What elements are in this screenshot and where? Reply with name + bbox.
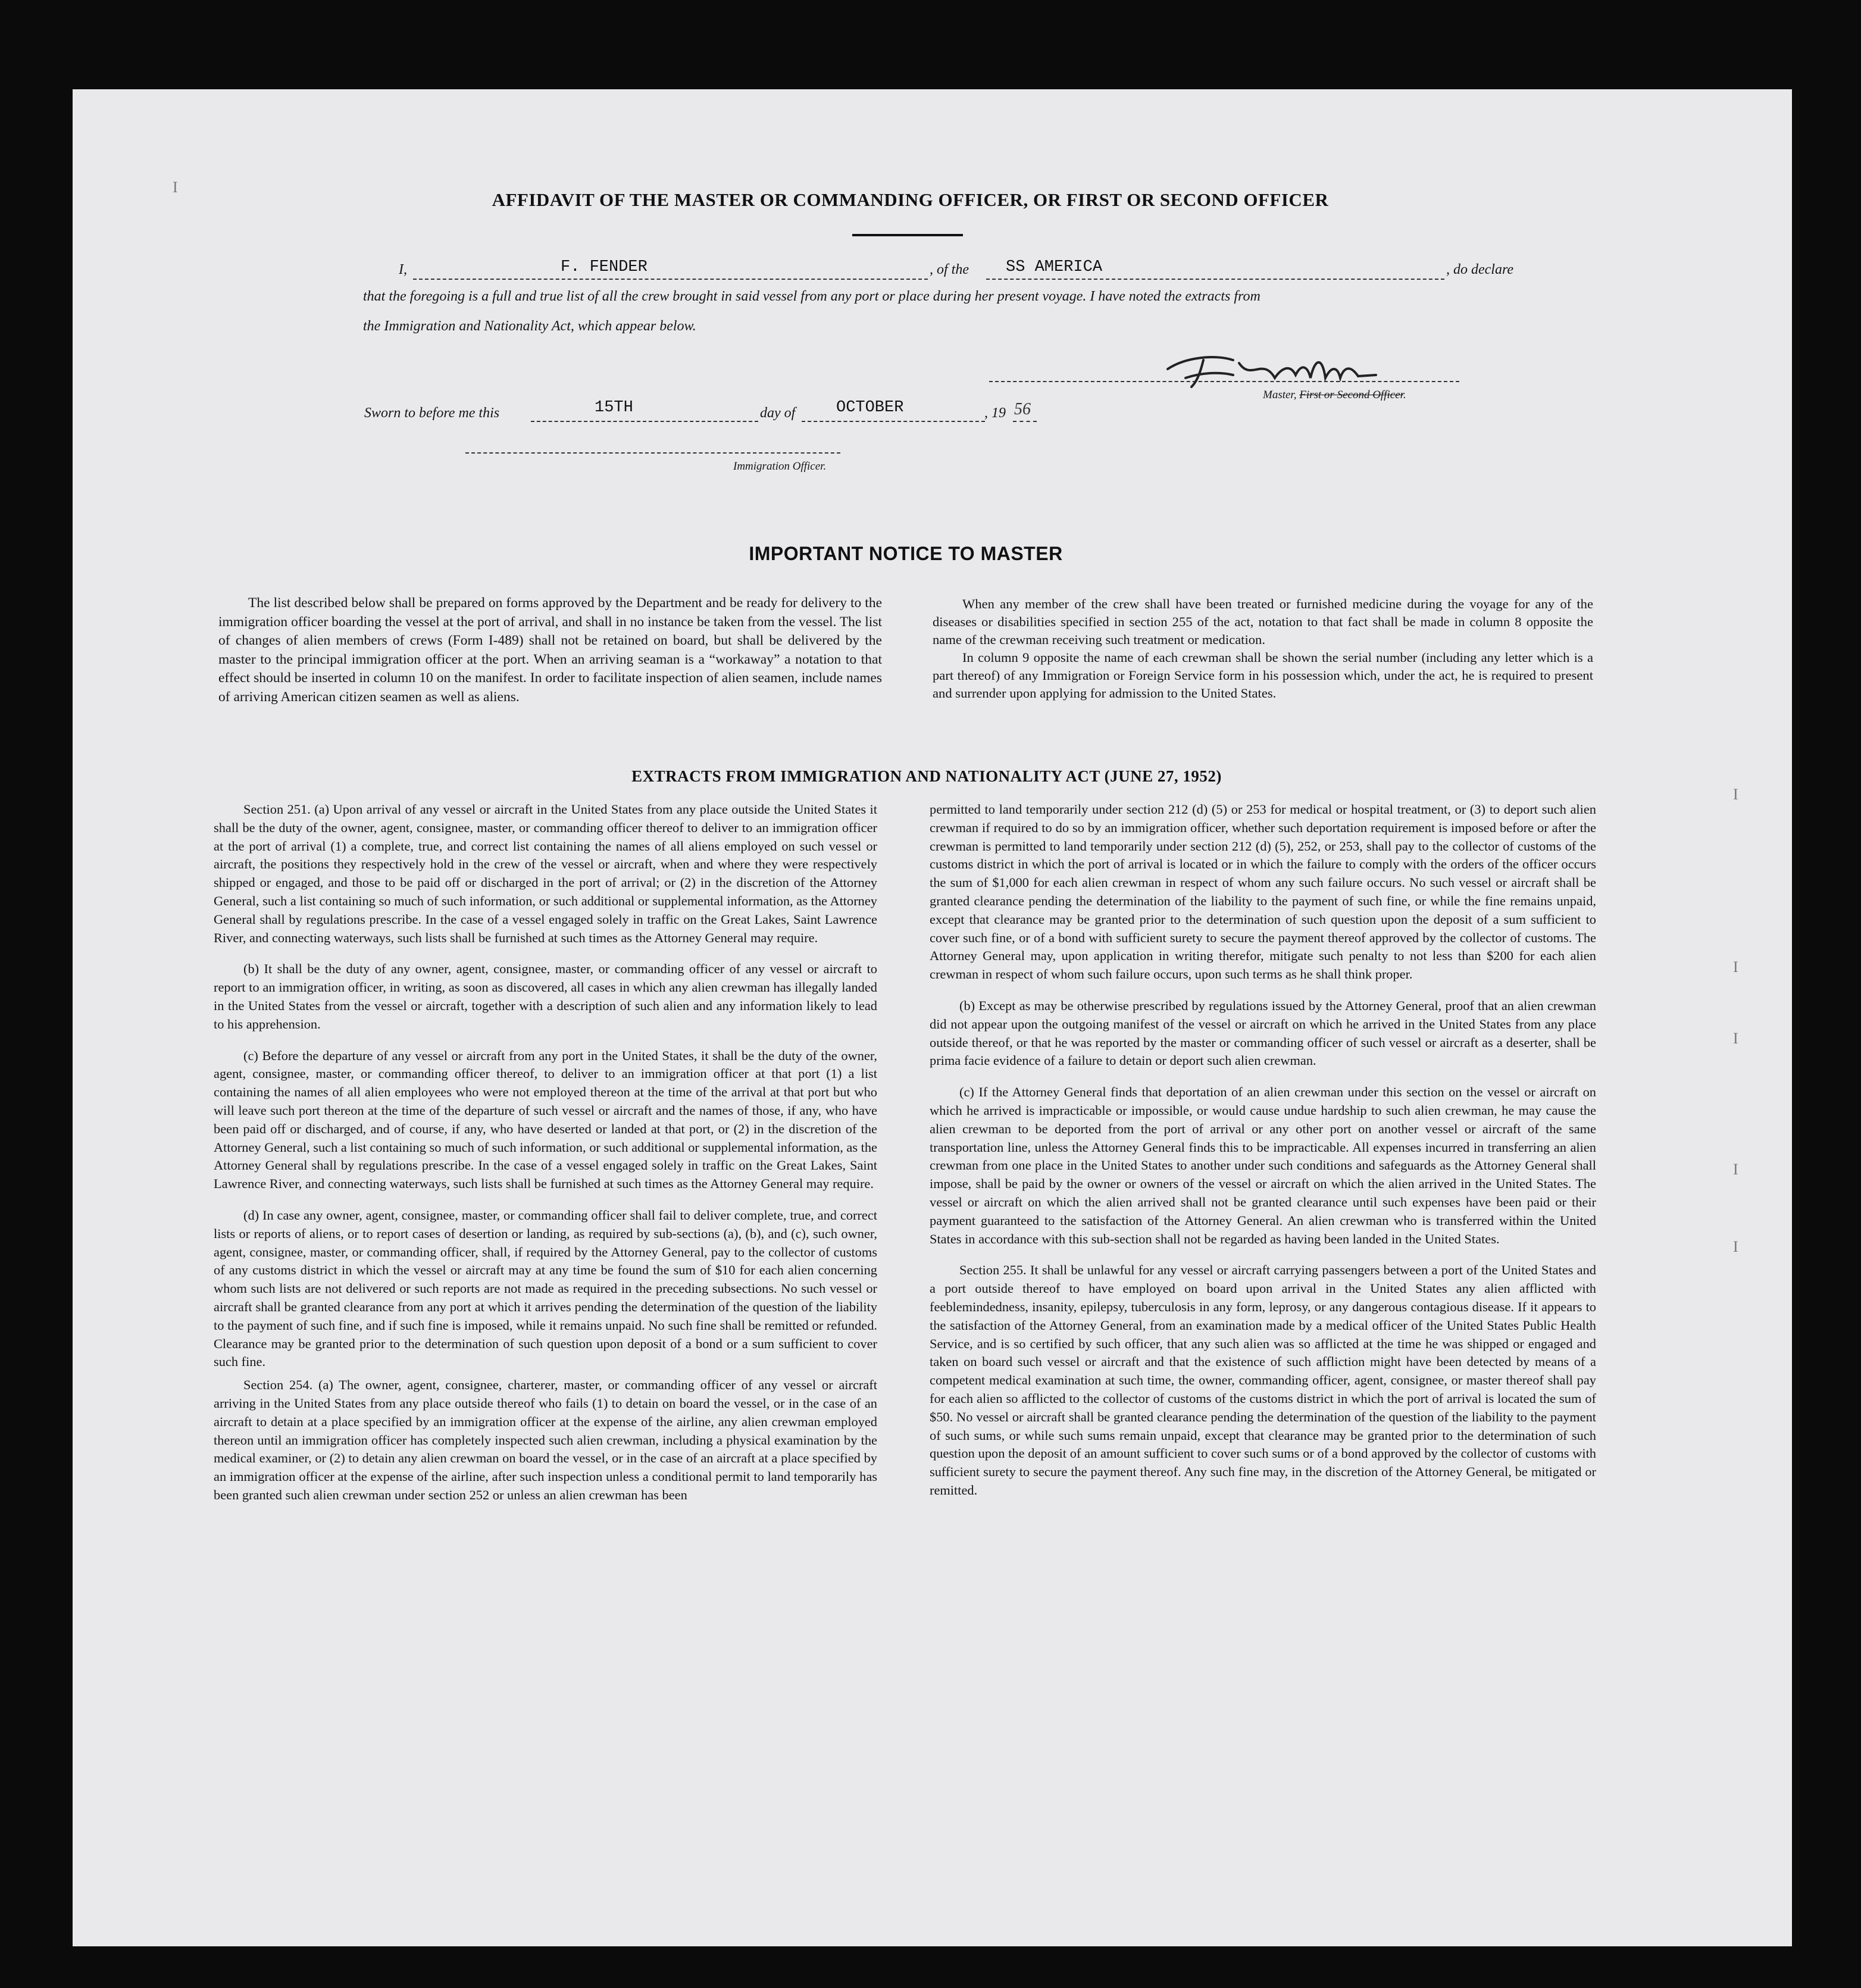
notice-left-column: [218, 594, 882, 707]
sworn-day: 15TH: [595, 399, 633, 417]
signature-caption-struck: First or Second Officer: [1299, 389, 1403, 401]
section-255: Section 255. It shall be unlawful for any vessel or aircraft carrying passengers between a port of the United States and a port outside thereof to have employed on board upon arrival in the United States any alien afflicted with feeblemindedness, insanity, epilepsy, tuberculosis in any form, leprosy, or any dangerous contagious disease. If it appears to the satisfaction of the Attorney General, from an examination made by a medical officer of the United States Public Health Service, and is so certified by such officer, that any such alien was so afflicted at the time he was shipped or engaged and taken on board such vessel or aircraft and that the existence of such affliction might have been detected by means of a competent medical examination at such time, the owner, commanding officer, agent, consignee, or master thereof shall pay for each alien so afflicted to the collector of customs of the customs district in which the port of arrival is located the sum of $50. No vessel or aircraft shall be granted clearance pending the determination of the question of the liability to the payment of such sums, or while such sums remain unpaid, except that clearance may be granted prior to the determination of such question upon the deposit of an amount sufficient to cover such sums or of a bond approved by the collector of customs with sufficient surety to secure the payment thereof. Any such fine may, in the discretion of the Attorney General, be mitigated or remitted.: [930, 1262, 1596, 1498]
sworn-label: Sworn to before me this: [364, 405, 500, 421]
margin-mark: I: [1733, 1161, 1738, 1178]
margin-mark: I: [1733, 1030, 1738, 1047]
signature-caption-master: Master,: [1263, 389, 1297, 401]
margin-mark: I: [1733, 958, 1738, 976]
section-251-c: (c) Before the departure of any vessel or aircraft from any port in the United States, it shall be the duty of the owner, agent, consignee, master, or commanding officer thereof, to deliver to an immigration officer at that port (1) a list containing the names of all alien employees who were not employed thereon at the time of the arrival at that port but who will leave such port thereon at the time of the departure of such vessel or aircraft and the names of those, if any, who have been paid off or discharged, and of course, if any, who have deserted or landed at that port, or (2) in the discretion of the Attorney General, such a list containing so much of such information, or such additional or supplemental information, as the Attorney General shall by regulations prescribe. In the case of a vessel engaged solely in traffic on the Great Lakes, Saint Lawrence River, and connecting waterways, such lists shall be furnished at such times as the Attorney General may require.: [214, 1048, 877, 1192]
margin-mark: I: [1733, 1238, 1738, 1255]
sworn-day-line: [531, 421, 758, 422]
extracts-left-column: [214, 801, 877, 1518]
notice-right-paragraph-2: In column 9 opposite the name of each crewman shall be shown the serial number (including any letter which is a part thereof) of any Immigration or Foreign Service form in his possession which, under the act, he is required to present and surrender upon applying for admission to the United States.: [933, 650, 1593, 701]
section-251-d: (d) In case any owner, agent, consignee, master, or commanding officer shall fail to deliver complete, true, and correct lists or reports of aliens, or to report cases of desertion or landing, as required by sub-sections (a), (b), and (c), such owner, agent, consignee, master, or commanding officer, shall, if required by the Attorney General, pay to the collector of customs of any customs district in which the vessel or aircraft may at any time be found the sum of $10 for each alien concerning whom such lists are not delivered or such reports are not made as required in the preceding subsections. No such vessel or aircraft shall be granted clearance from any port at which it arrives pending the determination of the question of the liability to the payment of such fine, and if such fine is imposed, while it remains unpaid. No such fine shall be remitted or refunded. Clearance may be granted prior to the determination of such question upon deposit of a bond or a sum sufficient to cover such fine.: [214, 1207, 877, 1370]
notice-title: IMPORTANT NOTICE TO MASTER: [749, 543, 1063, 564]
declaration-line-2: the Immigration and Nationality Act, which appear below.: [363, 318, 696, 334]
margin-mark: I: [1733, 786, 1738, 803]
section-251-b: (b) It shall be the duty of any owner, agent, consignee, master, or commanding officer of any vessel or aircraft to report to an immigration officer, in writing, as soon as discovered, all cases in which any alien crewman has illegally landed in the United States from the vessel or aircraft, together with a description of such alien and any information likely to lead to his apprehension.: [214, 961, 877, 1031]
section-251-a: Section 251. (a) Upon arrival of any vessel or aircraft in the United States from any place outside the United States it shall be the duty of the owner, agent, consignee, master, or commanding officer thereof to deliver to an immigration officer at the port of arrival (1) a complete, true, and correct list containing the names of all aliens employed on such vessel or aircraft, the positions they respectively hold in the crew of the vessel or aircraft, when and where they were respectively shipped or engaged, and those to be paid off or discharged in the port of arrival; or (2) in the discretion of the Attorney General, such a list containing so much of such information, or such additional or supplemental information, as the Attorney General shall by regulations prescribe. In the case of a vessel engaged solely in traffic on the Great Lakes, Saint Lawrence River, and connecting waterways, such lists shall be furnished at such times as the Attorney General may require.: [214, 802, 877, 945]
affidavit-title: AFFIDAVIT OF THE MASTER OR COMMANDING OFFICER, OR FIRST OR SECOND OFFICER: [492, 189, 1329, 210]
section-254-b: (b) Except as may be otherwise prescribed by regulations issued by the Attorney General, proof that an alien crewman did not appear upon the outgoing manifest of the vessel or aircraft on which he arrived in the United States from any place outside thereof, or that he was reported by the master or commanding officer of such vessel or aircraft as a deserter, shall be prima facie evidence of a failure to detain or deport such alien crewman.: [930, 998, 1596, 1068]
of-the-label: , of the: [930, 262, 969, 277]
immigration-officer-caption: Immigration Officer.: [733, 460, 827, 473]
declaration-line-1: that the foregoing is a full and true list of all the crew brought in said vessel from any port or place during her present voyage. I have noted the extracts from: [363, 289, 1261, 304]
signature-caption: [1263, 389, 1406, 402]
section-254-a-continued: permitted to land temporarily under section 212 (d) (5) or 253 for medical or hospital treatment, or (3) to deport such alien crewman if required to do so by an immigration officer, whether such deportation requirement is imposed before or after the crewman is permitted to land temporarily under section 212 (d) (5), 252, or 253, shall pay to the collector of customs of the customs district in which the port of arrival is located or in which the failure to comply with the orders of the officer occurs the sum of $1,000 for each alien crewman in respect of whom any such failure occurs. No such vessel or aircraft shall be granted clearance pending the determination of the liability to the payment of such fine, or while the fine remains unpaid, except that clearance may be granted prior to the determination of such question upon the deposit of a sum sufficient to cover such fine, or of a bond with sufficient surety to secure the payment thereof approved by the collector of customs. The Attorney General may, upon application in writing therefor, mitigate such penalty to not less than $200 for each alien crewman in respect of whom such failure occurs, upon such terms as he shall think proper.: [930, 802, 1596, 982]
day-of-label: day of: [760, 405, 796, 421]
signature-caption-end: .: [1403, 389, 1406, 401]
sworn-month: OCTOBER: [836, 399, 904, 417]
document-page: [73, 89, 1792, 1946]
do-declare-label: , do declare: [1446, 262, 1514, 277]
margin-mark: I: [173, 179, 178, 196]
vessel-name-line: [986, 279, 1444, 280]
title-divider: [852, 234, 963, 236]
master-signature: [1162, 345, 1412, 393]
notice-right-column: [933, 595, 1593, 702]
notice-right-paragraph-1: When any member of the crew shall have been treated or furnished medicine during the voyage for any of the diseases or disabilities specified in section 255 of the act, notation to that fact shall be made in column 8 opposite the name of the crewman receiving such treatment or medication.: [933, 596, 1593, 647]
vessel-name: SS AMERICA: [1006, 258, 1103, 276]
extracts-right-column: [930, 801, 1596, 1513]
officer-name-line: [413, 279, 928, 280]
year-prefix: , 19: [984, 405, 1006, 421]
i-label: I,: [399, 262, 407, 277]
section-254-a: Section 254. (a) The owner, agent, consignee, charterer, master, or commanding officer of any vessel or aircraft arriving in the United States from any place outside thereof who fails (1) to detain on board the vessel, or in the case of an aircraft to detain at a place specified by an immigration officer at the expense of the airline, any alien crewman employed thereon until an immigration officer has completely inspected such alien crewman, including a physical examination by the medical examiner, or (2) to detain any alien crewman on board the vessel, or in the case of an aircraft at a place specified by an immigration officer at the expense of the airline, after such inspection unless a conditional permit to land temporarily has been granted such alien crewman under section 252 or unless an alien crewman has been: [214, 1377, 877, 1502]
extracts-title: EXTRACTS FROM IMMIGRATION AND NATIONALITY ACT (JUNE 27, 1952): [631, 767, 1222, 785]
officer-name: F. FENDER: [561, 258, 648, 276]
sworn-month-line: [802, 421, 985, 422]
sworn-year: 56: [1014, 400, 1031, 418]
immigration-officer-line: [465, 452, 840, 454]
section-254-c: (c) If the Attorney General finds that deportation of an alien crewman under this section on the vessel or aircraft on which he arrived is impracticable or impossible, or would cause undue hardship to such alien crewman, he may cause the alien crewman to be deported from the port of arrival or any other port on another vessel or aircraft of the same transportation line, unless the Attorney General finds this to be impracticable. All expenses incurred in transferring an alien crewman from one place in the United States to another under such conditions and safeguards as the Attorney General shall impose, shall be paid by the owner or owners of the vessel or aircraft on which the alien arrived in the United States. The vessel or aircraft on which the alien arrived shall not be granted clearance until such expenses have been paid or their payment guaranteed to the satisfaction of the Attorney General. An alien crewman who is transferred within the United States in accordance with this sub-section shall not be regarded as having been landed in the United States.: [930, 1084, 1596, 1246]
year-line: [1013, 421, 1037, 422]
notice-left-paragraph: The list described below shall be prepared on forms approved by the Department and be ready for delivery to the immigration officer boarding the vessel at the port of arrival, and shall in no instance be taken from the vessel. The list of changes of alien members of crews (Form I-489) shall not be retained on board, but shall be delivered by the master to the principal immigration officer at the port. When an arriving seaman is a “workaway” a notation to that effect should be inserted in column 10 on the manifest. In order to facilitate inspection of alien seamen, include names of arriving American citizen seamen as well as aliens.: [218, 595, 882, 705]
